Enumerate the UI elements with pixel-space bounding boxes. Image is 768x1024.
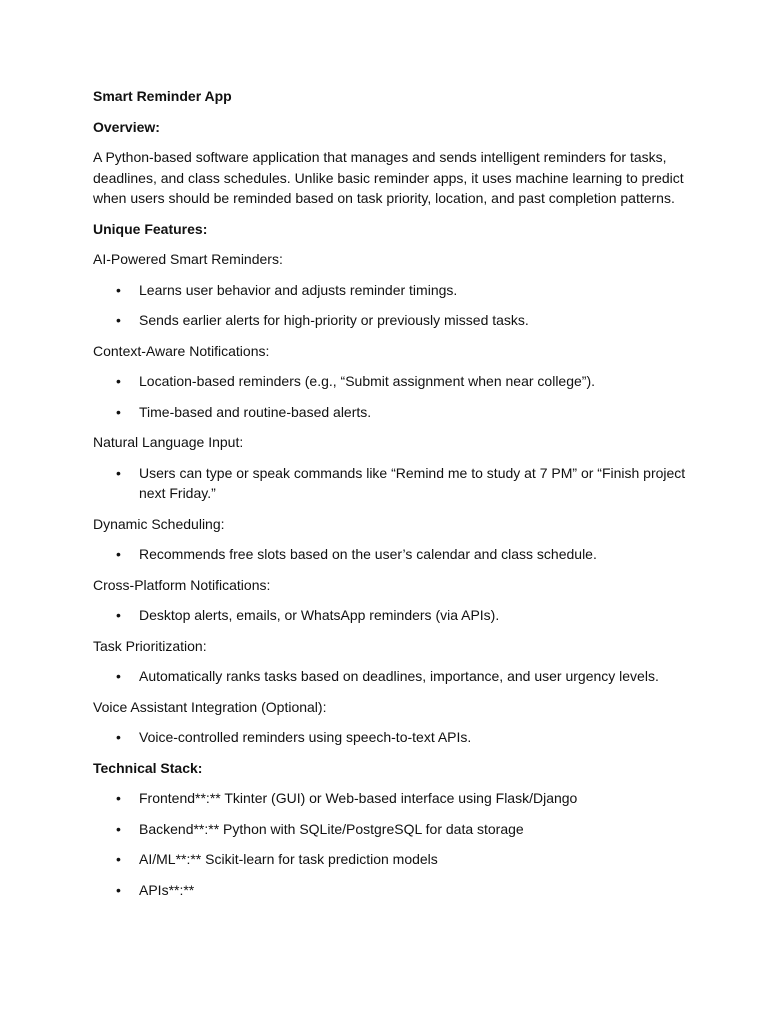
- section-heading: Natural Language Input:: [93, 434, 244, 450]
- list-item: [93, 402, 693, 423]
- section-heading: Dynamic Scheduling:: [93, 515, 225, 532]
- overview-text: A Python-based software application that manages and sends intelligent reminders for tasks, deadlines, and class schedules. Unlike basic reminder apps, it uses machine learning to predict when users should be reminded based on task priority, location, and past completion patterns.: [93, 149, 684, 206]
- section-bullet-list: [93, 544, 693, 565]
- bullet-icon: •: [116, 851, 121, 867]
- list-item-text: Sends earlier alerts for high-priority or previously missed tasks.: [139, 312, 529, 328]
- document-page: [93, 86, 693, 910]
- list-item-text: Recommends free slots based on the user’s calendar and class schedule.: [139, 546, 597, 562]
- list-item-text: Voice-controlled reminders using speech-to-text APIs.: [139, 729, 472, 745]
- list-item: [93, 280, 693, 301]
- list-item: [93, 727, 693, 748]
- bullet-icon: •: [116, 729, 121, 745]
- bullet-icon: •: [116, 607, 121, 623]
- list-item: [93, 605, 693, 626]
- section-heading: AI-Powered Smart Reminders:: [93, 251, 283, 267]
- list-item: [93, 880, 693, 901]
- list-item-text: Backend**:** Python with SQLite/PostgreSQL for data storage: [139, 820, 524, 837]
- bullet-icon: •: [116, 820, 121, 837]
- list-item: [93, 788, 693, 809]
- list-item-text: Learns user behavior and adjusts reminder timings.: [139, 281, 458, 298]
- list-item: [93, 666, 693, 687]
- document-title: Smart Reminder App: [93, 88, 232, 104]
- bullet-icon: •: [116, 668, 121, 684]
- stack-list: [93, 788, 693, 900]
- bullet-icon: •: [116, 312, 121, 328]
- section-bullet-list: [93, 463, 693, 504]
- bullet-icon: •: [116, 881, 121, 898]
- list-item-text: Location-based reminders (e.g., “Submit assignment when near college”).: [139, 373, 596, 389]
- list-item-text: APIs**:**: [139, 881, 195, 898]
- section-bullet-list: [93, 605, 693, 626]
- list-item-text: Users can type or speak commands like “Remind me to study at 7 PM” or “Finish project next Friday.”: [139, 464, 686, 501]
- bullet-icon: •: [116, 281, 121, 298]
- features-heading: Unique Features:: [93, 220, 208, 237]
- list-item: [93, 371, 693, 392]
- section-bullet-list: [93, 280, 693, 331]
- bullet-icon: •: [116, 546, 121, 562]
- feature-sections: [93, 249, 693, 748]
- bullet-icon: •: [116, 373, 121, 389]
- list-item: [93, 310, 693, 331]
- list-item: [93, 463, 693, 504]
- section-heading: Task Prioritization:: [93, 637, 207, 654]
- list-item-text: Frontend**:** Tkinter (GUI) or Web-based interface using Flask/Django: [139, 790, 578, 806]
- overview-heading: Overview:: [93, 118, 160, 135]
- bullet-icon: •: [116, 464, 121, 481]
- bullet-icon: •: [116, 403, 121, 420]
- list-item: [93, 849, 693, 870]
- list-item-text: Automatically ranks tasks based on deadlines, importance, and user urgency levels.: [139, 668, 659, 684]
- list-item-text: Desktop alerts, emails, or WhatsApp reminders (via APIs).: [139, 607, 500, 623]
- stack-heading: Technical Stack:: [93, 759, 203, 776]
- section-heading: Context-Aware Notifications:: [93, 342, 270, 359]
- section-heading: Voice Assistant Integration (Optional):: [93, 698, 327, 715]
- list-item: [93, 544, 693, 565]
- list-item: [93, 819, 693, 840]
- section-bullet-list: [93, 666, 693, 687]
- section-bullet-list: [93, 727, 693, 748]
- bullet-icon: •: [116, 790, 121, 806]
- list-item-text: AI/ML**:** Scikit-learn for task prediction models: [139, 851, 438, 867]
- section-heading: Cross-Platform Notifications:: [93, 576, 271, 593]
- section-bullet-list: [93, 371, 693, 422]
- list-item-text: Time-based and routine-based alerts.: [139, 403, 372, 420]
